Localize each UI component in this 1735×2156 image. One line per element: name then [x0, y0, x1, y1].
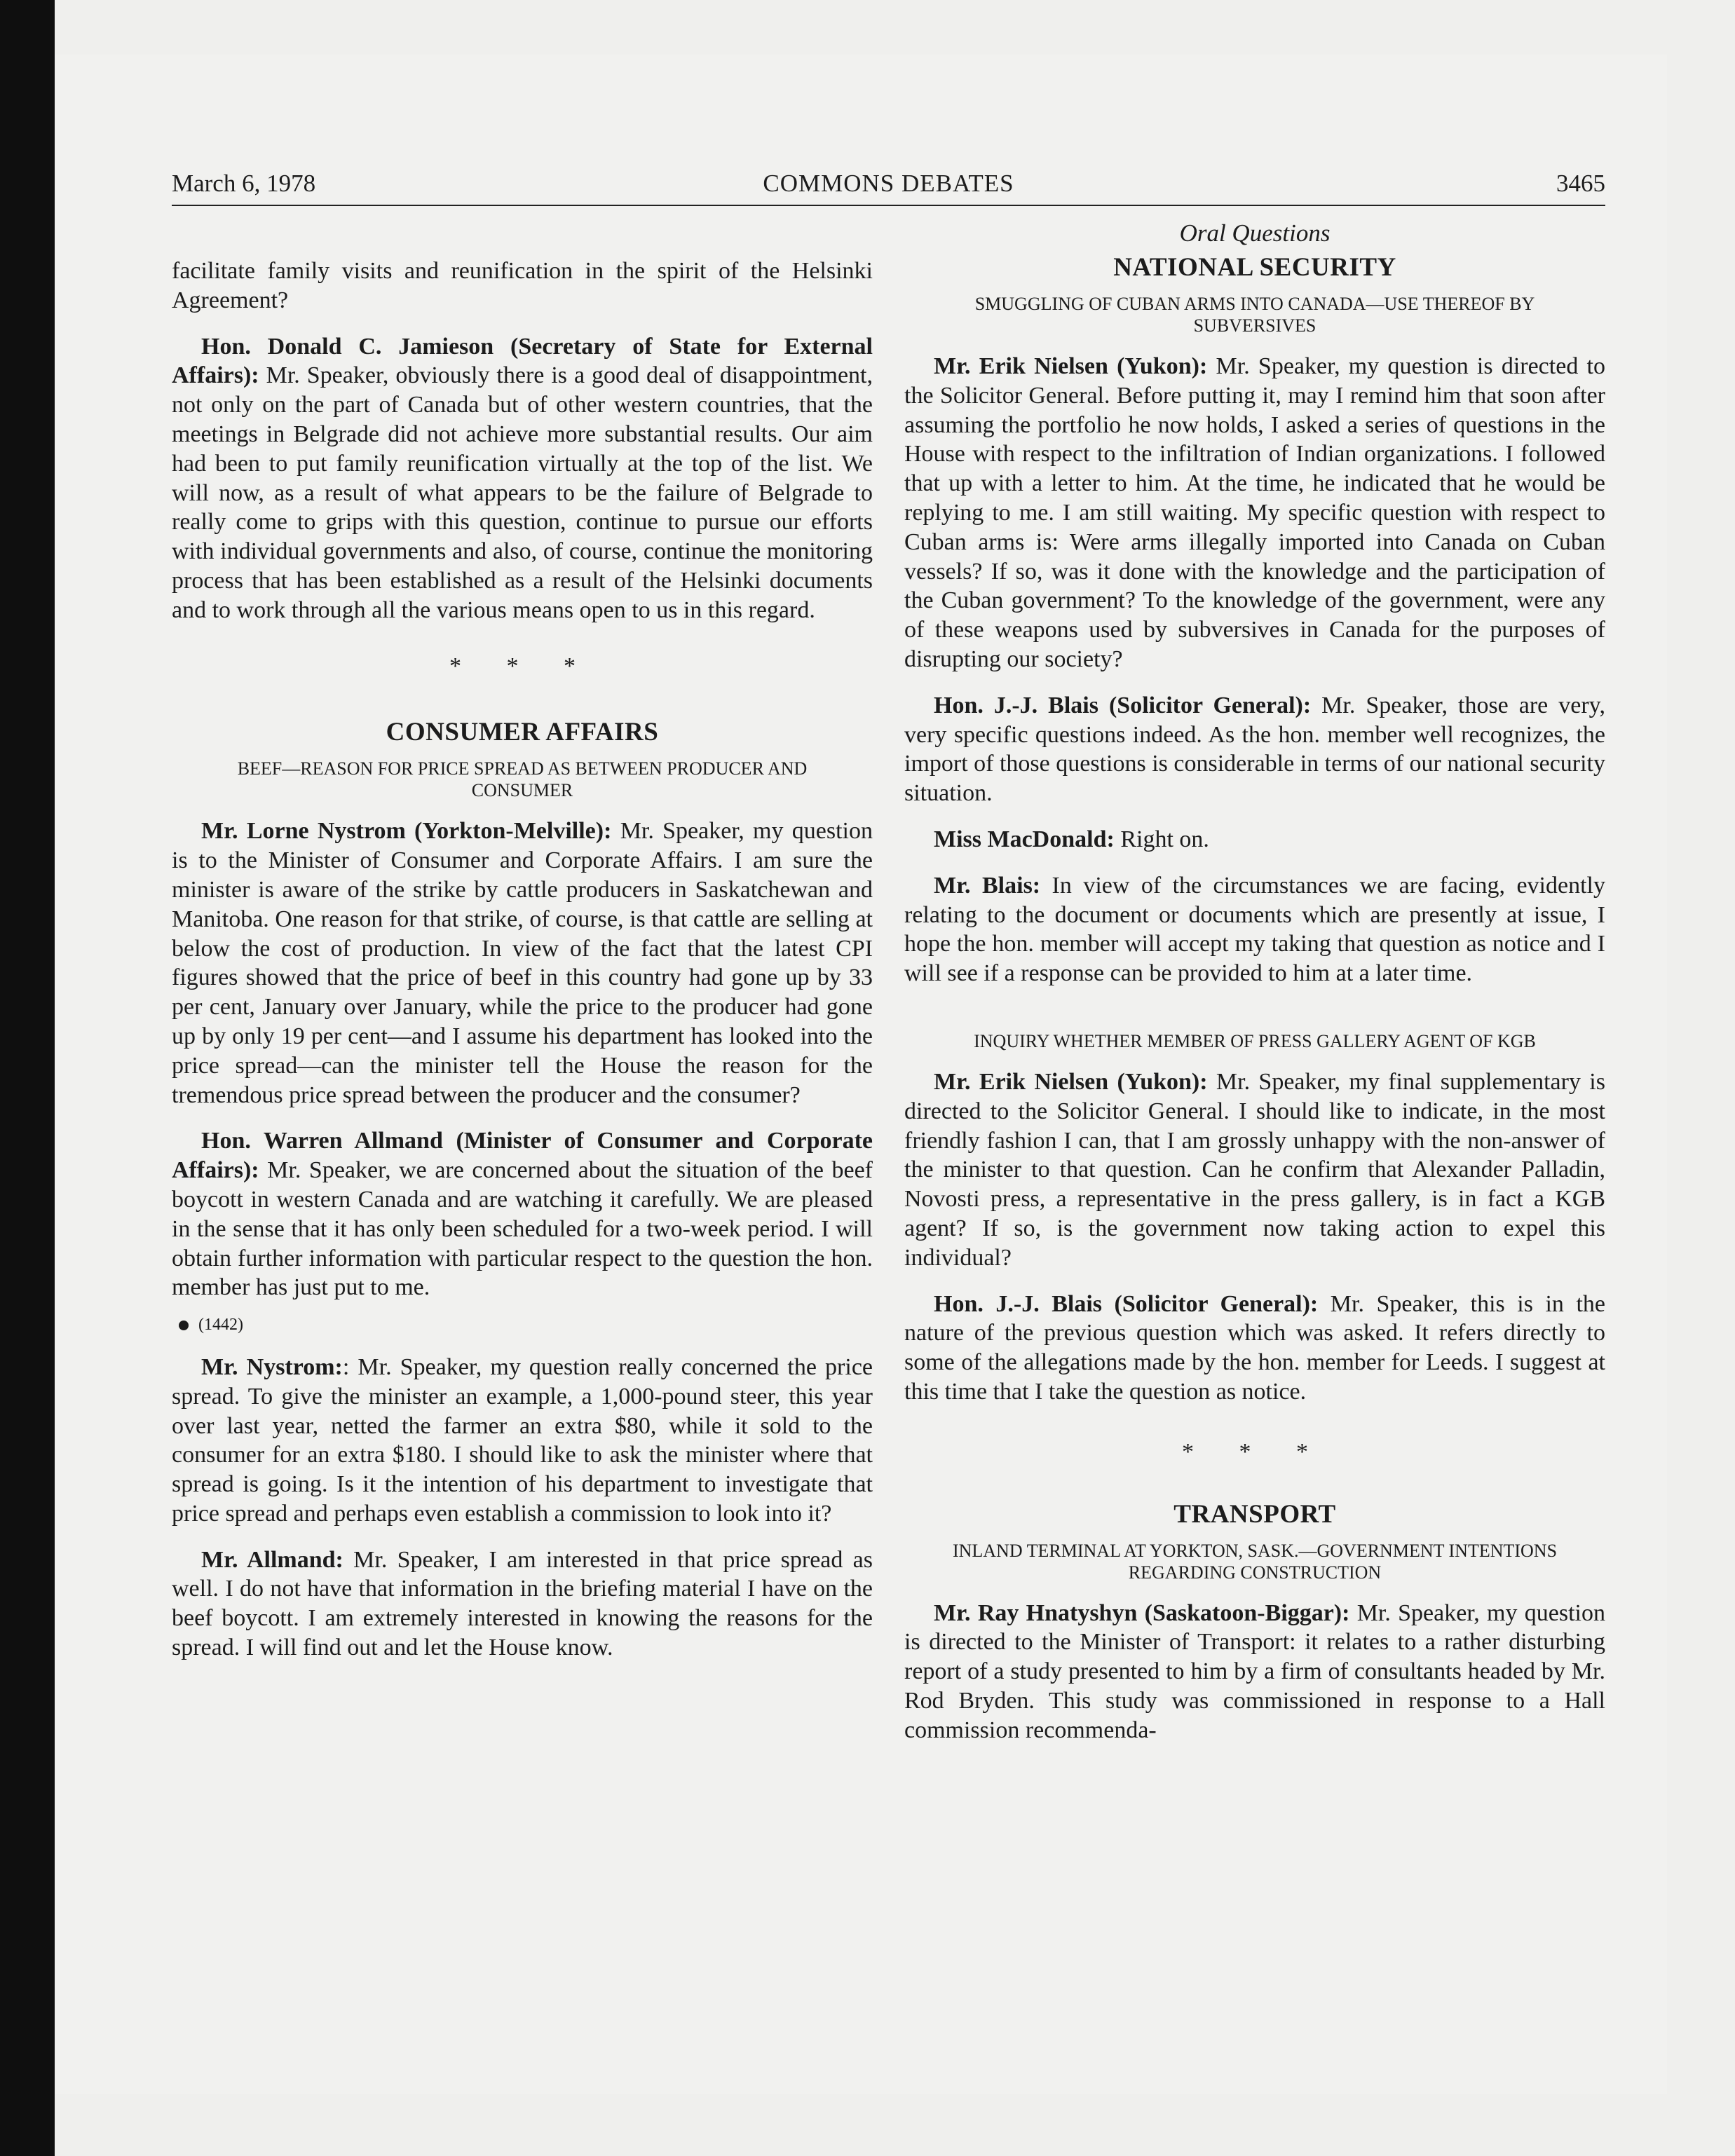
- section-heading: NATIONAL SECURITY: [1113, 253, 1396, 282]
- speech-text: Mr. Speaker, my question is directed to the Solicitor General. Before putting it, may I remind him that soon after assuming the portfolio he now holds, I asked a series of questions in the House with respect to the infiltration of Indian organizations. I followed that up with a letter to him. At the time, he indicated that he would be replying to me. I am still waiting. My specific question with respect to Cuban arms is: Were arms illegally imported into Canada on Cuban vessels? If so, was it done with the knowledge and the participation of the Cuban government? To the knowledge of the government, were any of these weapons used by subversives in Canada for the purposes of disrupting our society?: [904, 353, 1605, 672]
- speaker-name: Hon. J.-J. Blais (Solicitor General):: [934, 1290, 1319, 1317]
- speech-text: Right on.: [1114, 826, 1209, 852]
- right-column: [904, 219, 1605, 1745]
- paragraph: [172, 1126, 873, 1302]
- section-separator: * * *: [1182, 1438, 1328, 1465]
- paragraph: [904, 1067, 1605, 1273]
- speaker-name: Miss MacDonald:: [934, 826, 1115, 852]
- speaker-name: Mr. Allmand:: [201, 1546, 343, 1573]
- speech-text: Mr. Speaker, we are concerned about the situation of the beef boycott in western Canada and are watching it carefully. We are pleased in the sense that it has only been scheduled for a two-week period. I will obtain further information with particular respect to the question the hon. member has just put to me.: [172, 1157, 873, 1301]
- speech-text: Mr. Speaker, this is in the nature of the previous question which was asked. It refers directly to some of the allegations made by the hon. member for Leeds. I suggest at this time that I take the question as notice.: [904, 1290, 1605, 1405]
- speech-text: : Mr. Speaker, my question really concerned the price spread. To give the minister an example, a 1,000-pound steer, this year over last year, netted the farmer an extra $80, while it sold to the consumer for an extra $180. I should like to ask the minister where that spread is going. Is it the intention of his department to investigate that price spread and perhaps even establish a commission to look into it?: [172, 1353, 873, 1527]
- speech-text: Mr. Speaker, my final supplementary is directed to the Solicitor General. I should like to indicate, in the most friendly fashion I can, that I am grossly unhappy with the non-answer of the minister to that question. Can he confirm that Alexander Palladin, Novosti press, a representative in the press gallery, is in fact a KGB agent? If so, is the government now taking action to expel this individual?: [904, 1068, 1605, 1271]
- section-heading: TRANSPORT: [1173, 1499, 1336, 1529]
- speech-text: Mr. Speaker, my question is to the Minister of Consumer and Corporate Affairs. I am sure the minister is aware of the strike by cattle producers in Saskatchewan and Manitoba. One reason for that strike, of course, is that cattle are selling at below the cost of production. In view of the fact that the latest CPI figures showed that the price of beef in this country had gone up by 33 per cent, January over January, while the price to the producer had gone up by only 19 per cent—and I assume his department has looked into the price spread—can the minister tell the House the reason for the tremendous price spread between the producer and the consumer?: [172, 818, 873, 1108]
- section-heading: CONSUMER AFFAIRS: [386, 718, 659, 747]
- speaker-name: Hon. Donald C. Jamieson (Secretary of State for External Affairs):: [172, 333, 873, 389]
- speaker-name: Mr. Ray Hnatyshyn (Saskatoon-Biggar):: [934, 1599, 1350, 1626]
- subheading: BEEF—REASON FOR PRICE SPREAD AS BETWEEN PRODUCER AND CONSUMER: [237, 758, 808, 801]
- bullet-icon: [179, 1321, 189, 1330]
- speaker-name: Mr. Lorne Nystrom (Yorkton-Melville):: [201, 818, 612, 845]
- speaker-name: Mr. Blais:: [934, 872, 1041, 899]
- speaker-name: Mr. Nystrom:: [201, 1353, 343, 1380]
- speaker-name: Hon. Warren Allmand (Minister of Consumer and Corporate Affairs):: [172, 1128, 873, 1184]
- speech-text: Mr. Speaker, those are very, very specific questions indeed. As the hon. member well recognizes, the import of those questions is considerable in terms of our national security situation.: [904, 692, 1605, 807]
- paragraph: [904, 691, 1605, 808]
- subheading: INQUIRY WHETHER MEMBER OF PRESS GALLERY AGENT OF KGB: [974, 1030, 1536, 1051]
- speech-text: Mr. Speaker, obviously there is a good deal of disappointment, not only on the part of Canada but of other western countries, that the meetings in Belgrade did not achieve more substantial results. Our aim had been to put family reunification virtually at the top of the list. We will now, as a result of what appears to be the failure of Belgrade to really come to grips with this question, continue to pursue our efforts with individual governments and also, of course, continue the monitoring process that has been established as a result of the Helsinki documents and to work through all the various means open to us in this regard.: [172, 362, 873, 623]
- paragraph: [904, 352, 1605, 674]
- speech-text: In view of the circumstances we are facing, evidently relating to the document or documents which are presently at issue, I hope the hon. member will accept my taking that question as notice and I will see if a response can be provided to him at a later time.: [904, 872, 1605, 987]
- running-head: Oral Questions: [1179, 219, 1331, 247]
- timestamp-text: (1442): [198, 1316, 243, 1335]
- section-separator: * * *: [449, 653, 595, 679]
- paragraph: [172, 817, 873, 1110]
- paragraph: [904, 871, 1605, 988]
- paragraph: [172, 1353, 873, 1529]
- paragraph: [172, 1546, 873, 1663]
- paragraph: [904, 1599, 1605, 1745]
- speech-text: Mr. Speaker, my question is directed to the Minister of Transport: it relates to a rather disturbing report of a study presented to him by a firm of consultants headed by Mr. Rod Bryden. This study was commissioned in response to a Hall commission recommenda-: [904, 1599, 1605, 1743]
- paragraph: [172, 332, 873, 625]
- speech-text: Mr. Speaker, I am interested in that price spread as well. I do not have that information in the briefing material I have on the beef boycott. I am extremely interested in knowing the reasons for the spread. I will find out and let the House know.: [172, 1546, 873, 1661]
- left-column: [172, 219, 873, 1663]
- speaker-name: Mr. Erik Nielsen (Yukon):: [934, 1068, 1208, 1095]
- subheading: INLAND TERMINAL AT YORKTON, SASK.—GOVERNMENT INTENTIONS REGARDING CONSTRUCTION: [952, 1540, 1558, 1583]
- speaker-name: Hon. J.-J. Blais (Solicitor General):: [934, 692, 1312, 718]
- header-date: March 6, 1978: [172, 170, 316, 197]
- paragraph: facilitate family visits and reunification in the spirit of the Helsinki Agreement?: [172, 258, 873, 313]
- timestamp: [172, 1311, 873, 1340]
- paragraph: [904, 825, 1605, 854]
- page-header: [172, 168, 1605, 206]
- paragraph: [904, 1290, 1605, 1407]
- speaker-name: Mr. Erik Nielsen (Yukon):: [934, 353, 1208, 379]
- header-title: COMMONS DEBATES: [763, 170, 1014, 197]
- subheading: SMUGGLING OF CUBAN ARMS INTO CANADA—USE THEREOF BY SUBVERSIVES: [974, 294, 1535, 336]
- page-number: 3465: [1556, 170, 1605, 197]
- scan-border: [0, 0, 55, 2156]
